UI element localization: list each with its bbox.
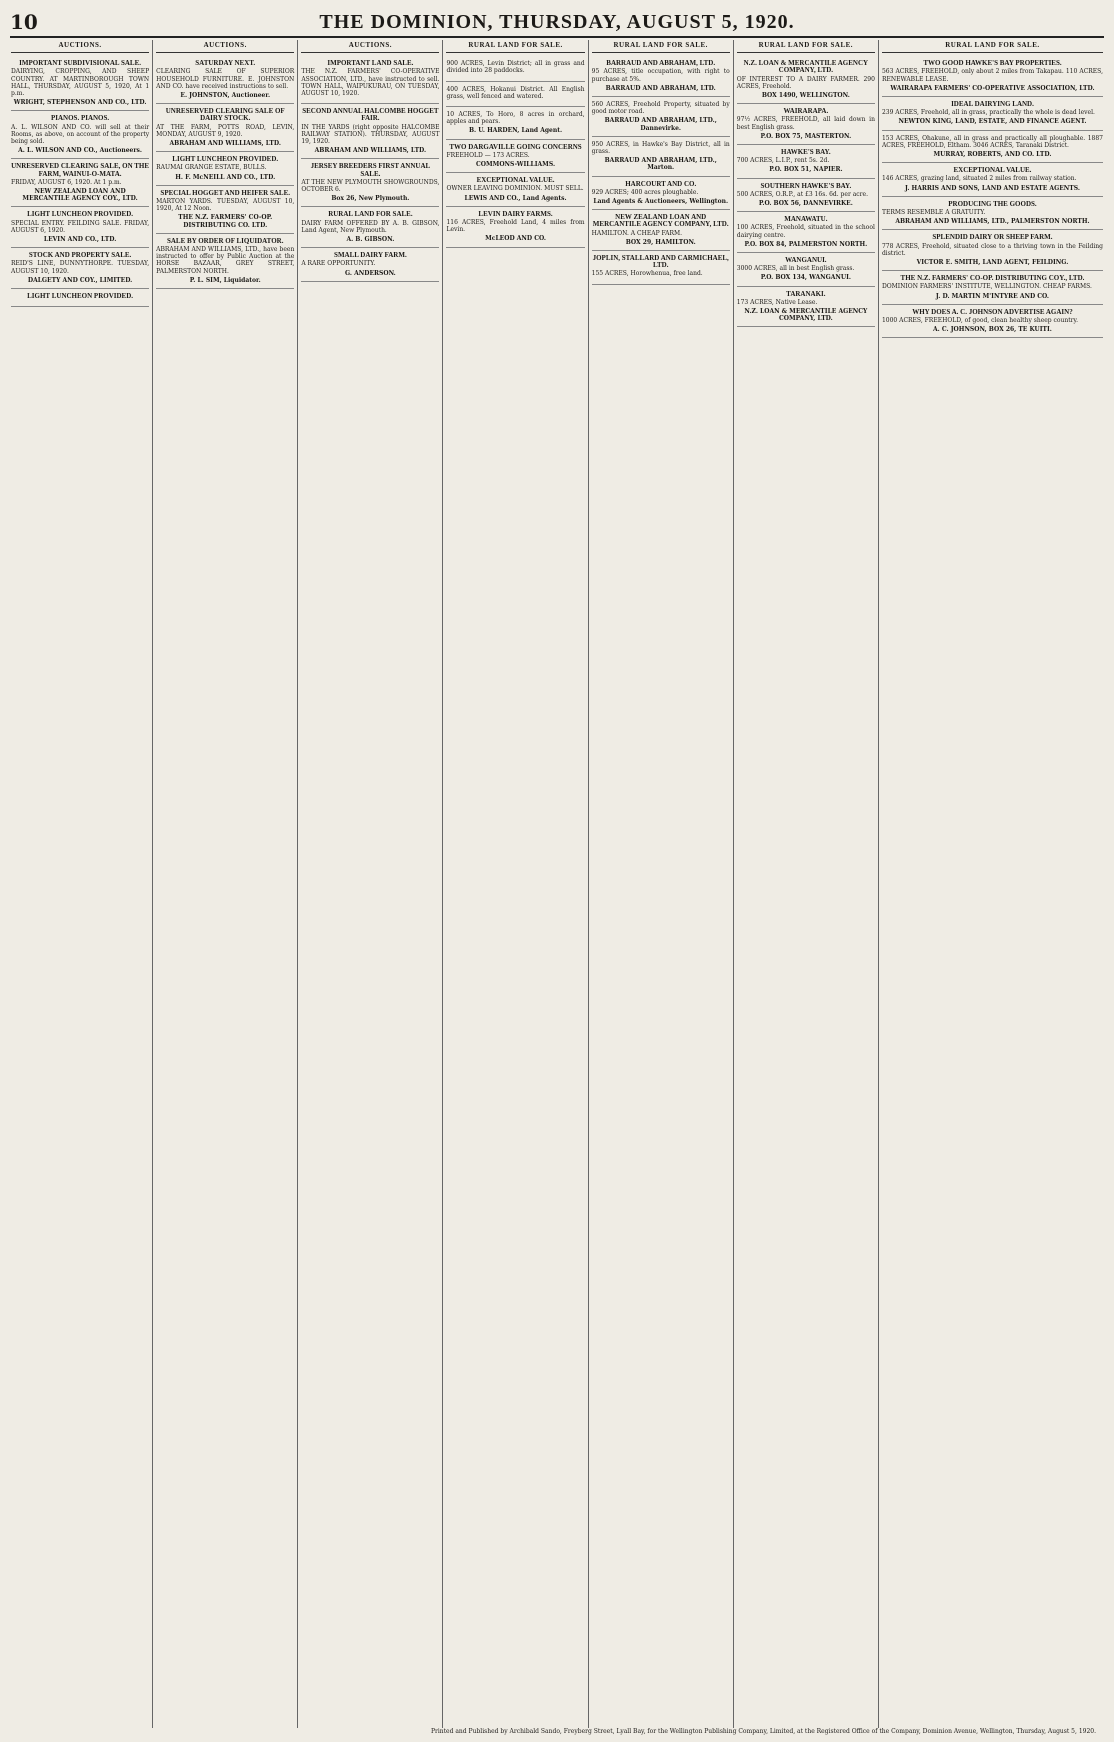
ad-body: DOMINION FARMERS' INSTITUTE, WELLINGTON. CHEAP FARMS. [881,283,1092,291]
ad-signature: WAIRARAPA FARMERS' CO-OPERATIVE ASSOCIATION, LTD. [890,84,1095,92]
column-4 [443,40,588,1728]
ad-signature: P. L. SIM, Liquidator. [189,276,261,284]
ad-signature: ABRAHAM AND WILLIAMS, LTD., PALMERSTON NORTH. [895,218,1090,226]
advertisement [882,56,1103,97]
ad-signature: P.O. BOX 75, MASTERTON. [760,132,852,140]
advertisement [156,186,294,234]
ad-title: N.Z. LOAN & MERCANTILE AGENCY COMPANY, LTD. [743,59,869,75]
ad-signature: J. D. MARTIN M'INTYRE AND CO. [935,292,1049,300]
ad-body: 173 ACRES, Native Lease. [736,298,818,306]
column-1 [8,40,153,1728]
ad-title: LIGHT LUNCHEON PROVIDED. [27,210,133,219]
ad-title: IMPORTANT SUBDIVISIONAL SALE. [19,59,141,68]
ad-body: 900 ACRES, Levin District; all in grass and divided into 28 paddocks. [446,60,585,75]
column-5 [589,40,734,1728]
ad-title: UNRESERVED CLEARING SALE OF DAIRY STOCK. [165,107,285,123]
ad-signature: THE N.Z. FARMERS' CO-OP. DISTRIBUTING CO. LTD. [178,214,273,229]
ad-signature: BOX 1490, WELLINGTON. [761,92,850,100]
ad-signature: DALGETY AND COY., LIMITED. [27,276,133,284]
page-number: 10 [10,10,38,34]
ad-title: LEVIN DAIRY FARMS. [478,209,553,218]
ad-body: TERMS RESEMBLE A GRATUITY. [881,209,986,217]
newspaper-title: THE DOMINION, THURSDAY, AUGUST 5, 1920. [319,10,795,33]
ad-body: 153 ACRES, Ohakune, all in grass and practically all ploughable. 1887 ACRES, FREEHOLD, Eltham. 3046 ACRES, Taranaki District. [881,134,1103,149]
advertisement [301,248,439,282]
advertisement [446,107,584,140]
ad-signature: NEWTON KING, LAND, ESTATE, AND FINANCE AGENT. [898,118,1087,126]
ad-signature: Land Agents & Auctioneers, Wellington. [593,198,729,206]
advertisement [446,140,584,174]
ad-title: PIANOS. PIANOS. [51,114,110,123]
ad-signature: E. JOHNSTON, Auctioneer. [180,92,271,100]
ad-signature: Box 26, New Plymouth. [331,195,410,203]
ad-body: 116 ACRES, Freehold Land, 4 miles from Levin. [446,219,585,234]
advertisement [156,234,294,289]
ad-title: LIGHT LUNCHEON PROVIDED. [172,155,279,164]
ad-title: SOUTHERN HAWKE'S BAY. [760,181,852,190]
ad-title: WANGANUI. [785,256,827,265]
ad-body: IN THE YARDS (right opposite HALCOMBE RAILWAY STATION). THURSDAY, AUGUST 19, 1920. [301,123,440,146]
ad-signature: A. B. GIBSON. [346,236,395,244]
advertisement [156,152,294,186]
ad-body: OWNER LEAVING DOMINION. MUST SELL. [446,185,584,193]
advertisement [737,179,875,213]
ad-body: 95 ACRES, title occupation, with right to purchase at 5%. [591,68,730,83]
ad-body: THE N.Z. FARMERS' CO-OPERATIVE ASSOCIATION, LTD., have instructed to sell. TOWN HALL, WAIPUKURAU, ON TUESDAY, AUGUST 10, 1920. [301,68,440,98]
ad-signature: G. ANDERSON. [345,269,396,277]
ad-body: 950 ACRES, in Hawke's Bay District, all in grass. [591,140,730,156]
ad-body: DAIRY FARM OFFERED BY A. B. GIBSON, Land Agent, New Plymouth. [301,219,440,234]
advertisement [446,56,584,81]
ad-title: RURAL LAND FOR SALE. [328,210,413,219]
ad-title: IDEAL DAIRYING LAND. [951,100,1034,109]
ad-body: ABRAHAM AND WILLIAMS, LTD., have been instructed to offer by Public Auction at the HORSE BAZAAR, GREY STREET, PALMERSTON NORTH. [156,246,295,275]
advertisement [446,173,584,207]
advertisement [882,163,1103,197]
advertisement [11,207,149,248]
ad-body: 700 ACRES, L.I.P., rent 5s. 2d. [736,157,830,165]
ad-body: 929 ACRES; 400 acres ploughable. [591,188,699,196]
ad-title: PRODUCING THE GOODS. [948,199,1037,208]
advertisement [737,212,875,253]
ad-body: 100 ACRES, Freehold, situated in the school dairying centre. [736,224,875,239]
ad-body: 1000 ACRES, FREEHOLD, of good, clean healthy sheep country. [881,317,1079,325]
ad-title: SPECIAL HOGGET AND HEIFER SALE. [160,188,291,197]
imprint: Printed and Published by Archibald Sando, Freyberg Street, Lyall Bay, for the Wellington Publishing Company, Limited, at the Registered Office of the Company, Dominion Avenue, Wellington, Thursday, August 5, 1920. [430,1728,1096,1735]
ad-body: 400 ACRES, Hokanui District. All English grass, well fenced and watered. [446,85,585,100]
ad-body: MARTON YARDS. TUESDAY, AUGUST 10, 1920, At 12 Noon. [156,198,295,213]
advertisement [882,197,1103,231]
column-heading: AUCTIONS. [301,40,439,53]
ad-signature: BARRAUD AND ABRAHAM, LTD. [605,84,716,92]
ad-title: EXCEPTIONAL VALUE. [953,166,1032,175]
ad-body: SPECIAL ENTRY. FEILDING SALE. FRIDAY, AUGUST 6, 1920. [11,219,150,234]
advertisement [301,207,439,248]
advertisement [592,251,730,285]
ad-body: HAMILTON. A CHEAP FARM. [591,229,683,237]
advertisement [301,104,439,159]
ad-title: LIGHT LUNCHEON PROVIDED. [27,292,133,301]
advertisement [592,56,730,97]
ad-signature: LEVIN AND CO., LTD. [43,236,117,244]
column-heading: AUCTIONS. [156,40,294,53]
ad-signature: LEWIS AND CO., Land Agents. [464,194,567,202]
advertisement [156,104,294,152]
ad-body: 155 ACRES, Horowhenua, free land. [591,270,703,278]
ad-body: 97½ ACRES, FREEHOLD, all laid down in best English grass. [736,116,875,131]
ad-signature: N.Z. LOAN & MERCANTILE AGENCY COMPANY, LTD. [744,308,868,323]
ad-body: 3000 ACRES, all in best English grass. [736,265,855,273]
ad-signature: ABRAHAM AND WILLIAMS, LTD. [169,140,281,148]
ad-signature: BOX 29, HAMILTON. [625,238,696,246]
advertisement [11,289,149,307]
advertisement [882,271,1103,305]
ad-title: SMALL DAIRY FARM. [334,251,407,260]
column-3 [298,40,443,1728]
ad-title: TARANAKI. [786,289,826,298]
advertisement [301,159,439,207]
ad-title: EXCEPTIONAL VALUE. [476,176,555,185]
advertisement [156,56,294,104]
ad-signature: WRIGHT, STEPHENSON AND CO., LTD. [13,99,147,107]
column-heading: RURAL LAND FOR SALE. [446,40,584,53]
ad-body: 146 ACRES, grazing land, situated 2 miles from railway station. [881,175,1077,183]
ad-signature: P.O. BOX 51, NAPIER. [769,166,843,174]
ad-signature: COMMONS-WILLIAMS. [476,161,556,169]
advertisement [592,137,730,177]
advertisement [592,177,730,211]
ad-signature: P.O. BOX 84, PALMERSTON NORTH. [744,240,868,248]
ad-title: THE N.Z. FARMERS' CO-OP. DISTRIBUTING COY., LTD. [900,274,1085,283]
ad-signature: J. HARRIS AND SONS, LAND AND ESTATE AGENTS. [904,184,1080,192]
advertisement [882,97,1103,131]
ad-title: SPLENDID DAIRY OR SHEEP FARM. [932,233,1053,242]
ad-body: A. L. WILSON AND CO. will sell at their Rooms, as above, on account of the property being sold. [11,123,150,146]
classified-columns [8,40,1106,1728]
advertisement [11,56,149,111]
ad-signature: ABRAHAM AND WILLIAMS, LTD. [314,147,427,155]
ad-signature: BARRAUD AND ABRAHAM, LTD., Marton. [604,157,717,172]
ad-title: WHY DOES A. C. JOHNSON ADVERTISE AGAIN? [912,307,1073,316]
column-heading: AUCTIONS. [11,40,149,53]
ad-signature: McLEOD AND CO. [485,235,546,243]
advertisement [737,145,875,179]
ad-signature: VICTOR E. SMITH, LAND AGENT, FEILDING. [916,259,1069,267]
advertisement [737,287,875,328]
ad-title: TWO GOOD HAWKE'S BAY PROPERTIES. [923,59,1062,68]
ad-title: BARRAUD AND ABRAHAM, LTD. [606,59,716,68]
ad-body: AT THE FARM, POTTS ROAD, LEVIN, MONDAY, AUGUST 9, 1920. [156,123,295,138]
ad-body: AT THE NEW PLYMOUTH SHOWGROUNDS, OCTOBER 6. [301,178,440,194]
advertisement [592,97,730,137]
ad-signature: A. L. WILSON AND CO., Auctioneers. [18,147,142,155]
ad-title: TWO DARGAVILLE GOING CONCERNS [449,142,582,151]
column-heading: RURAL LAND FOR SALE. [882,40,1103,53]
ad-body: OF INTEREST TO A DAIRY FARMER. 290 ACRES, Freehold. [736,75,875,90]
ad-title: UNRESERVED CLEARING SALE, ON THE FARM, WAINUI-O-MATA. [11,162,150,178]
ad-body: DAIRYING, CROPPING, AND SHEEP COUNTRY. AT MARTINBOROUGH TOWN HALL, THURSDAY, AUGUST 5, 1920, At 1 p.m. [11,68,150,98]
ad-body: REID'S LINE, DUNNYTHORPE. TUESDAY, AUGUST 10, 1920. [11,260,150,275]
advertisement [882,305,1103,339]
ad-signature: BARRAUD AND ABRAHAM, LTD., Dannevirke. [604,117,717,132]
advertisement [446,82,584,107]
advertisement [737,253,875,287]
ad-title: MANAWATU. [784,215,828,224]
advertisement [11,248,149,289]
column-2 [153,40,298,1728]
ad-title: SATURDAY NEXT. [195,59,256,68]
ad-signature: P.O. BOX 56, DANNEVIRKE. [758,200,853,208]
ad-body: 10 ACRES, To Horo, 8 acres in orchard, apples and pears. [446,111,585,126]
ad-signature: B. U. HARDEN, Land Agent. [468,127,563,135]
ad-signature: A. C. JOHNSON, BOX 26, TE KUITI. [933,326,1052,334]
advertisement [446,207,584,248]
masthead [10,8,1104,38]
ad-title: SECOND ANNUAL HALCOMBE HOGGET FAIR. [302,107,439,123]
ad-body: RAUMAI GRANGE ESTATE, BULLS. [156,164,267,172]
ad-body: A RARE OPPORTUNITY. [301,260,376,268]
ad-signature: NEW ZEALAND LOAN AND MERCANTILE AGENCY COY., LTD. [22,188,138,203]
ad-signature: H. F. McNEILL AND CO., LTD. [175,173,276,181]
column-7 [879,40,1106,1728]
column-heading: RURAL LAND FOR SALE. [737,40,875,53]
ad-signature: MURRAY, ROBERTS, AND CO. LTD. [933,151,1052,159]
advertisement [882,131,1103,164]
ad-body: 778 ACRES, Freehold, situated close to a thriving town in the Feilding district. [881,242,1103,257]
advertisement [737,56,875,104]
advertisement [11,111,149,159]
ad-body: 239 ACRES, Freehold, all in grass, practically the whole is dead level. [881,109,1095,117]
ad-title: WAIRARAPA. [783,107,829,116]
advertisement [882,230,1103,271]
ad-title: IMPORTANT LAND SALE. [327,59,414,68]
ad-body: FREEHOLD — 173 ACRES. [446,151,530,159]
advertisement [737,104,875,145]
ad-title: NEW ZEALAND LOAN AND MERCANTILE AGENCY COMPANY, LTD. [592,213,729,229]
ad-title: SALE BY ORDER OF LIQUIDATOR. [166,236,284,245]
ad-signature: P.O. BOX 134, WANGANUI. [760,274,851,282]
advertisement [301,56,439,104]
ad-title: HARCOURT AND CO. [625,179,697,188]
ad-body: 500 ACRES, O.R.P., at £3 16s. 6d. per acre. [736,190,868,198]
ad-title: STOCK AND PROPERTY SALE. [28,251,132,260]
ad-body: FRIDAY, AUGUST 6, 1920. At 1 p.m. [11,178,122,186]
column-heading: RURAL LAND FOR SALE. [592,40,730,53]
ad-body: 563 ACRES, FREEHOLD, only about 2 miles from Takapau. 110 ACRES, RENEWABLE LEASE. [881,68,1103,83]
ad-title: JERSEY BREEDERS FIRST ANNUAL SALE. [310,162,431,178]
column-6 [734,40,879,1728]
ad-body: 560 ACRES, Freehold Property, situated by good motor road. [591,101,730,116]
ad-body: CLEARING SALE OF SUPERIOR HOUSEHOLD FURNITURE. E. JOHNSTON AND CO. have received instructions to sell. [156,68,295,90]
ad-title: HAWKE'S BAY. [781,148,831,157]
ad-title: JOPLIN, STALLARD AND CARMICHAEL, LTD. [592,254,729,270]
advertisement [11,159,149,207]
advertisement [592,210,730,251]
